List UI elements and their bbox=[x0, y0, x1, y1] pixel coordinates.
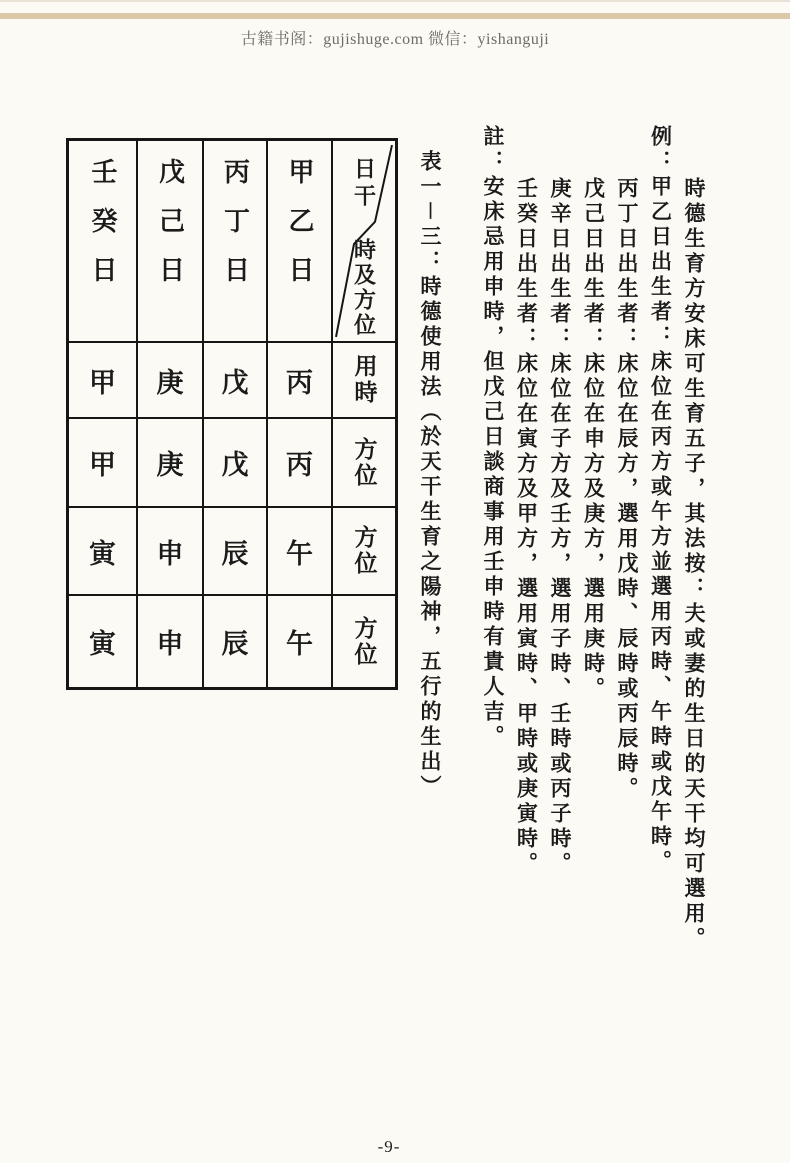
day-column-header-text: 戊己日 bbox=[155, 158, 185, 305]
table-cell: 辰 bbox=[202, 594, 266, 687]
day-column-header-text: 丙丁日 bbox=[220, 158, 250, 305]
day-column-header bbox=[202, 141, 266, 341]
day-column-header bbox=[69, 141, 136, 341]
row-label: 方位 bbox=[351, 615, 377, 668]
table-corner-cell bbox=[331, 141, 395, 341]
paragraph-rengui: 壬癸日出生者：床位在寅方及甲方，選用寅時、甲時或庚寅時。 bbox=[514, 177, 539, 877]
table-cell: 甲 bbox=[69, 341, 136, 417]
row-label-cell bbox=[331, 594, 395, 687]
row-label: 用時 bbox=[351, 354, 377, 406]
table-cell: 申 bbox=[136, 506, 202, 594]
table-cell: 庚 bbox=[136, 417, 202, 506]
table-cell: 戊 bbox=[202, 417, 266, 506]
day-column-header-text: 壬癸日 bbox=[88, 158, 117, 305]
day-column-header-text: 甲乙日 bbox=[285, 158, 314, 305]
paragraph-gengxin: 庚辛日出生者：床位在子方及壬方，選用子時、壬時或丙子時。 bbox=[548, 177, 572, 877]
page-number: -9- bbox=[377, 1137, 401, 1156]
paragraph-note: 註：安床忌用申時，但戊己日談商事用壬申時有貴人吉。 bbox=[481, 125, 505, 750]
paragraph-example-jiayi: 例：甲乙日出生者：床位在丙方或午方並選用丙時、午時或戊午時。 bbox=[648, 125, 673, 875]
top-divider-line bbox=[0, 13, 790, 19]
top-edge-line bbox=[0, 0, 790, 2]
shide-usage-table bbox=[66, 138, 398, 690]
row-label: 方位 bbox=[351, 525, 377, 577]
table-cell: 丙 bbox=[266, 417, 331, 506]
row-label-cell bbox=[331, 506, 395, 594]
table-cell: 丙 bbox=[266, 341, 331, 417]
table-cell: 午 bbox=[266, 506, 331, 594]
body-text-block bbox=[472, 125, 710, 1010]
row-label-cell bbox=[331, 341, 395, 417]
paragraph-bingding: 丙丁日出生者：床位在辰方，選用戊時、辰時或丙辰時。 bbox=[615, 177, 639, 802]
table-cell: 寅 bbox=[69, 594, 136, 687]
site-watermark: 古籍书阁：gujishuge.com 微信：yishanguji bbox=[240, 31, 550, 48]
table-cell: 寅 bbox=[69, 506, 136, 594]
day-column-header bbox=[136, 141, 202, 341]
corner-label-day-stem: 日干 bbox=[351, 157, 377, 211]
table-caption: 表一－三：時德使用法（於天干生育之陽神，五行的生出） bbox=[418, 150, 442, 800]
day-column-header bbox=[266, 141, 331, 341]
table-cell: 庚 bbox=[136, 341, 202, 417]
corner-label-hour-direction: 時及方位 bbox=[351, 238, 377, 338]
row-label: 方位 bbox=[351, 436, 377, 489]
table-cell: 辰 bbox=[202, 506, 266, 594]
table-cell: 午 bbox=[266, 594, 331, 687]
table-cell: 申 bbox=[136, 594, 202, 687]
table-cell: 甲 bbox=[69, 417, 136, 506]
row-label-cell bbox=[331, 417, 395, 506]
table-cell: 戊 bbox=[202, 341, 266, 417]
paragraph-intro: 時德生育方安床可生育五子，其法按：夫或妻的生日的天干均可選用。 bbox=[682, 177, 706, 952]
paragraph-wuji: 戊己日出生者：床位在申方及庚方，選用庚時。 bbox=[581, 177, 606, 702]
